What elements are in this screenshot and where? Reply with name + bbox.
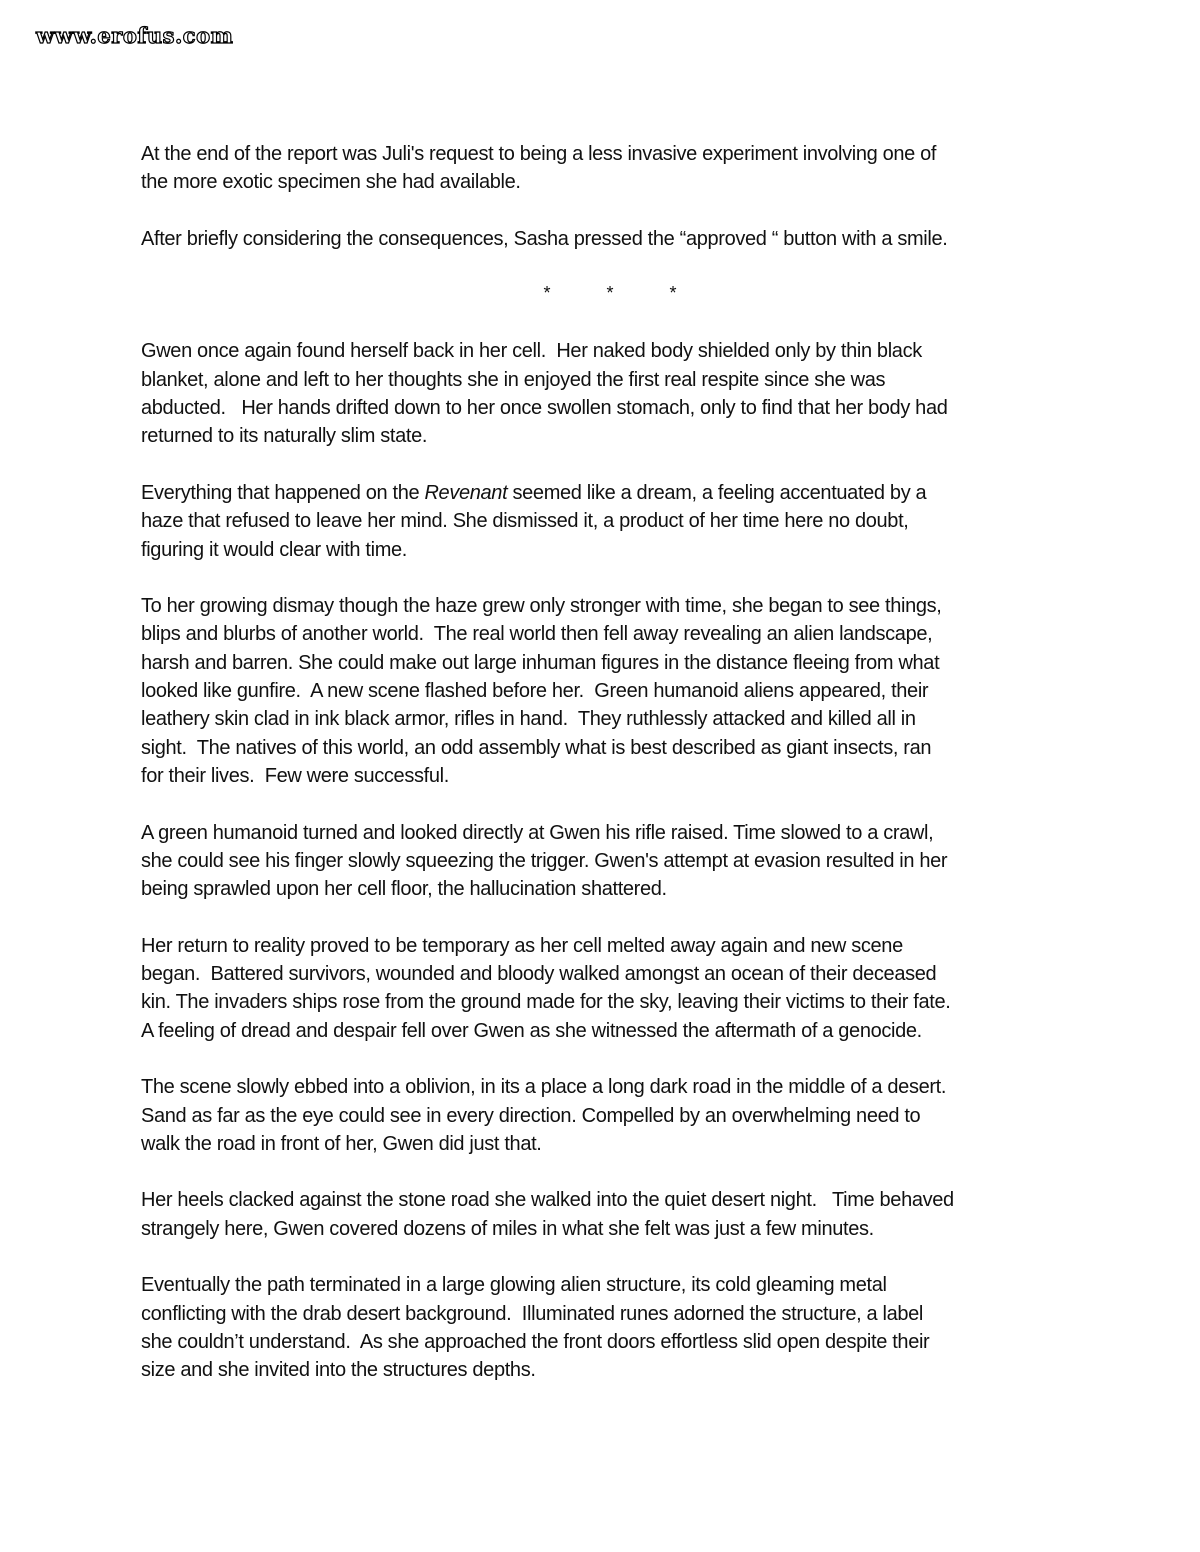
paragraph-approval [141, 225, 1071, 253]
text-line: abducted. Her hands drifted down to her once swollen stomach, only to find that her body had [141, 397, 948, 420]
text-line [141, 479, 1071, 507]
paragraph-vision [141, 592, 1071, 790]
text-line: leathery skin clad in ink black armor, rifles in hand. They ruthlessly attacked and killed all in [141, 708, 916, 731]
text-line: blanket, alone and left to her thoughts she in enjoyed the first real respite since she was [141, 368, 886, 391]
paragraph-heels [141, 1186, 1071, 1243]
asterisk: * [606, 283, 614, 304]
watermark-logo: www.erofus.com [36, 23, 234, 48]
paragraph-report-request [141, 140, 1071, 197]
text-line: kin. The invaders ships rose from the ground made for the sky, leaving their victims to their fate. [141, 991, 951, 1014]
text-line: the more exotic specimen she had available. [141, 171, 521, 194]
text-line: To her growing dismay though the haze grew only stronger with time, she began to see things, [141, 595, 942, 618]
text-line: returned to its naturally slim state. [141, 425, 428, 448]
text-line: The scene slowly ebbed into a oblivion, in its a place a long dark road in the middle of a desert. [141, 1076, 947, 1099]
paragraph-structure [141, 1271, 1071, 1384]
paragraph-cell [141, 337, 1071, 450]
text-line: haze that refused to leave her mind. She dismissed it, a product of her time here no doubt, [141, 510, 909, 533]
text-line: harsh and barren. She could make out large inhuman figures in the distance fleeing from what [141, 651, 940, 674]
text-line: began. Battered survivors, wounded and bloody walked amongst an ocean of their deceased [141, 963, 937, 986]
text-line: strangely here, Gwen covered dozens of miles in what she felt was just a few minutes. [141, 1217, 874, 1240]
text-line: sight. The natives of this world, an odd assembly what is best described as giant insects, ran [141, 736, 932, 759]
text-line: walk the road in front of her, Gwen did just that. [141, 1132, 542, 1155]
paragraph-desert-road [141, 1073, 1071, 1158]
text-line: After briefly considering the consequences, Sasha pressed the “approved “ button with a smile. [141, 227, 948, 250]
paragraph-aftermath [141, 932, 1071, 1045]
text-line: conflicting with the drab desert background. Illuminated runes adorned the structure, a label [141, 1302, 924, 1325]
text-line: Eventually the path terminated in a large glowing alien structure, its cold gleaming metal [141, 1274, 887, 1297]
text-line: blips and blurbs of another world. The real world then fell away revealing an alien landscape, [141, 623, 933, 646]
asterisk: * [669, 283, 677, 304]
asterisk: * [543, 283, 551, 304]
text-line: being sprawled upon her cell floor, the hallucination shattered. [141, 878, 667, 901]
text-line: Gwen once again found herself back in her cell. Her naked body shielded only by thin black [141, 340, 922, 363]
text-run: Everything that happened on the [141, 481, 425, 504]
text-line: size and she invited into the structures depths. [141, 1359, 536, 1382]
text-line: At the end of the report was Juli's request to being a less invasive experiment involving one of [141, 143, 937, 165]
document-body [141, 140, 1071, 1413]
text-line: she could see his finger slowly squeezing the trigger. Gwen's attempt at evasion resulted in her [141, 849, 948, 872]
text-line: figuring it would clear with time. [141, 538, 407, 561]
scene-break-separator [141, 279, 1071, 307]
paragraph-revenant [141, 479, 1071, 564]
text-line: for their lives. Few were successful. [141, 764, 449, 787]
text-line: looked like gunfire. A new scene flashed before her. Green humanoid aliens appeared, their [141, 680, 929, 703]
text-run: seemed like a dream, a feeling accentuated by a [507, 481, 927, 504]
text-line: A feeling of dread and despair fell over Gwen as she witnessed the aftermath of a genocide. [141, 1019, 922, 1042]
text-line: she couldn’t understand. As she approached the front doors effortless slid open despite their [141, 1330, 930, 1353]
paragraph-humanoid [141, 819, 1071, 904]
ship-name-italic: Revenant [424, 481, 508, 504]
text-line: Her return to reality proved to be temporary as her cell melted away again and new scene [141, 934, 903, 957]
text-line: A green humanoid turned and looked directly at Gwen his rifle raised. Time slowed to a crawl, [141, 821, 934, 844]
text-line: Sand as far as the eye could see in every direction. Compelled by an overwhelming need to [141, 1104, 921, 1127]
text-line: Her heels clacked against the stone road she walked into the quiet desert night. Time behaved [141, 1189, 954, 1212]
